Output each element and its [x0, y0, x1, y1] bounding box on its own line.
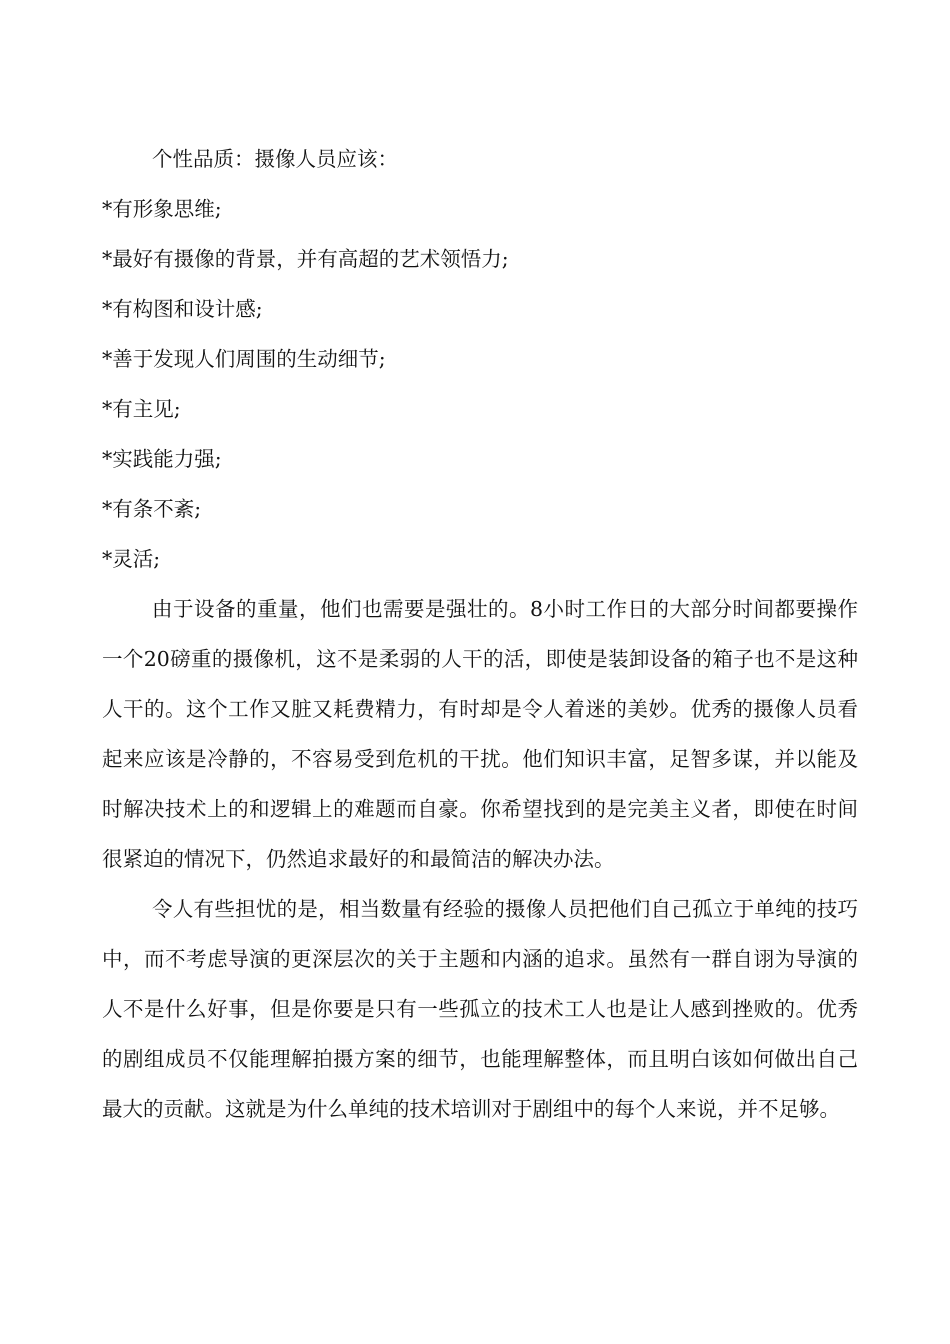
list-item: *有形象思维; [102, 197, 222, 221]
list-item: *有条不紊; [102, 497, 202, 521]
list-item: *有构图和设计感; [102, 297, 263, 321]
list-item: *实践能力强; [102, 447, 222, 471]
list-item: *有主见; [102, 397, 181, 421]
list-item: *灵活; [102, 547, 161, 571]
body-paragraph: 令人有些担忧的是，相当数量有经验的摄像人员把他们自己孤立于单纯的技巧中，而不考虑导演的更深层次的关于主题和内涵的追求。虽然有一群自诩为导演的人不是什么好事，但是你要是只有一些孤立的技术工人也是让人感到挫败的。优秀的剧组成员不仅能理解拍摄方案的细节，也能理解整体，而且明白该如何做出自己最大的贡献。这就是为什么单纯的技术培训对于剧组中的每个人来说，并不足够。 [102, 897, 858, 1121]
section-heading: 个性品质：摄像人员应该： [152, 147, 398, 171]
list-item: *善于发现人们周围的生动细节; [102, 347, 386, 371]
list-item: *最好有摄像的背景，并有高超的艺术领悟力; [102, 247, 509, 271]
body-paragraph: 由于设备的重量，他们也需要是强壮的。8小时工作日的大部分时间都要操作一个20磅重的摄像机，这不是柔弱的人干的活，即使是装卸设备的箱子也不是这种人干的。这个工作又脏又耗费精力，有时却是令人着迷的美妙。优秀的摄像人员看起来应该是冷静的，不容易受到危机的干扰。他们知识丰富，足智多谋，并以能及时解决技术上的和逻辑上的难题而自豪。你希望找到的是完美主义者，即使在时间很紧迫的情况下，仍然追求最好的和最简洁的解决办法。 [102, 597, 858, 871]
